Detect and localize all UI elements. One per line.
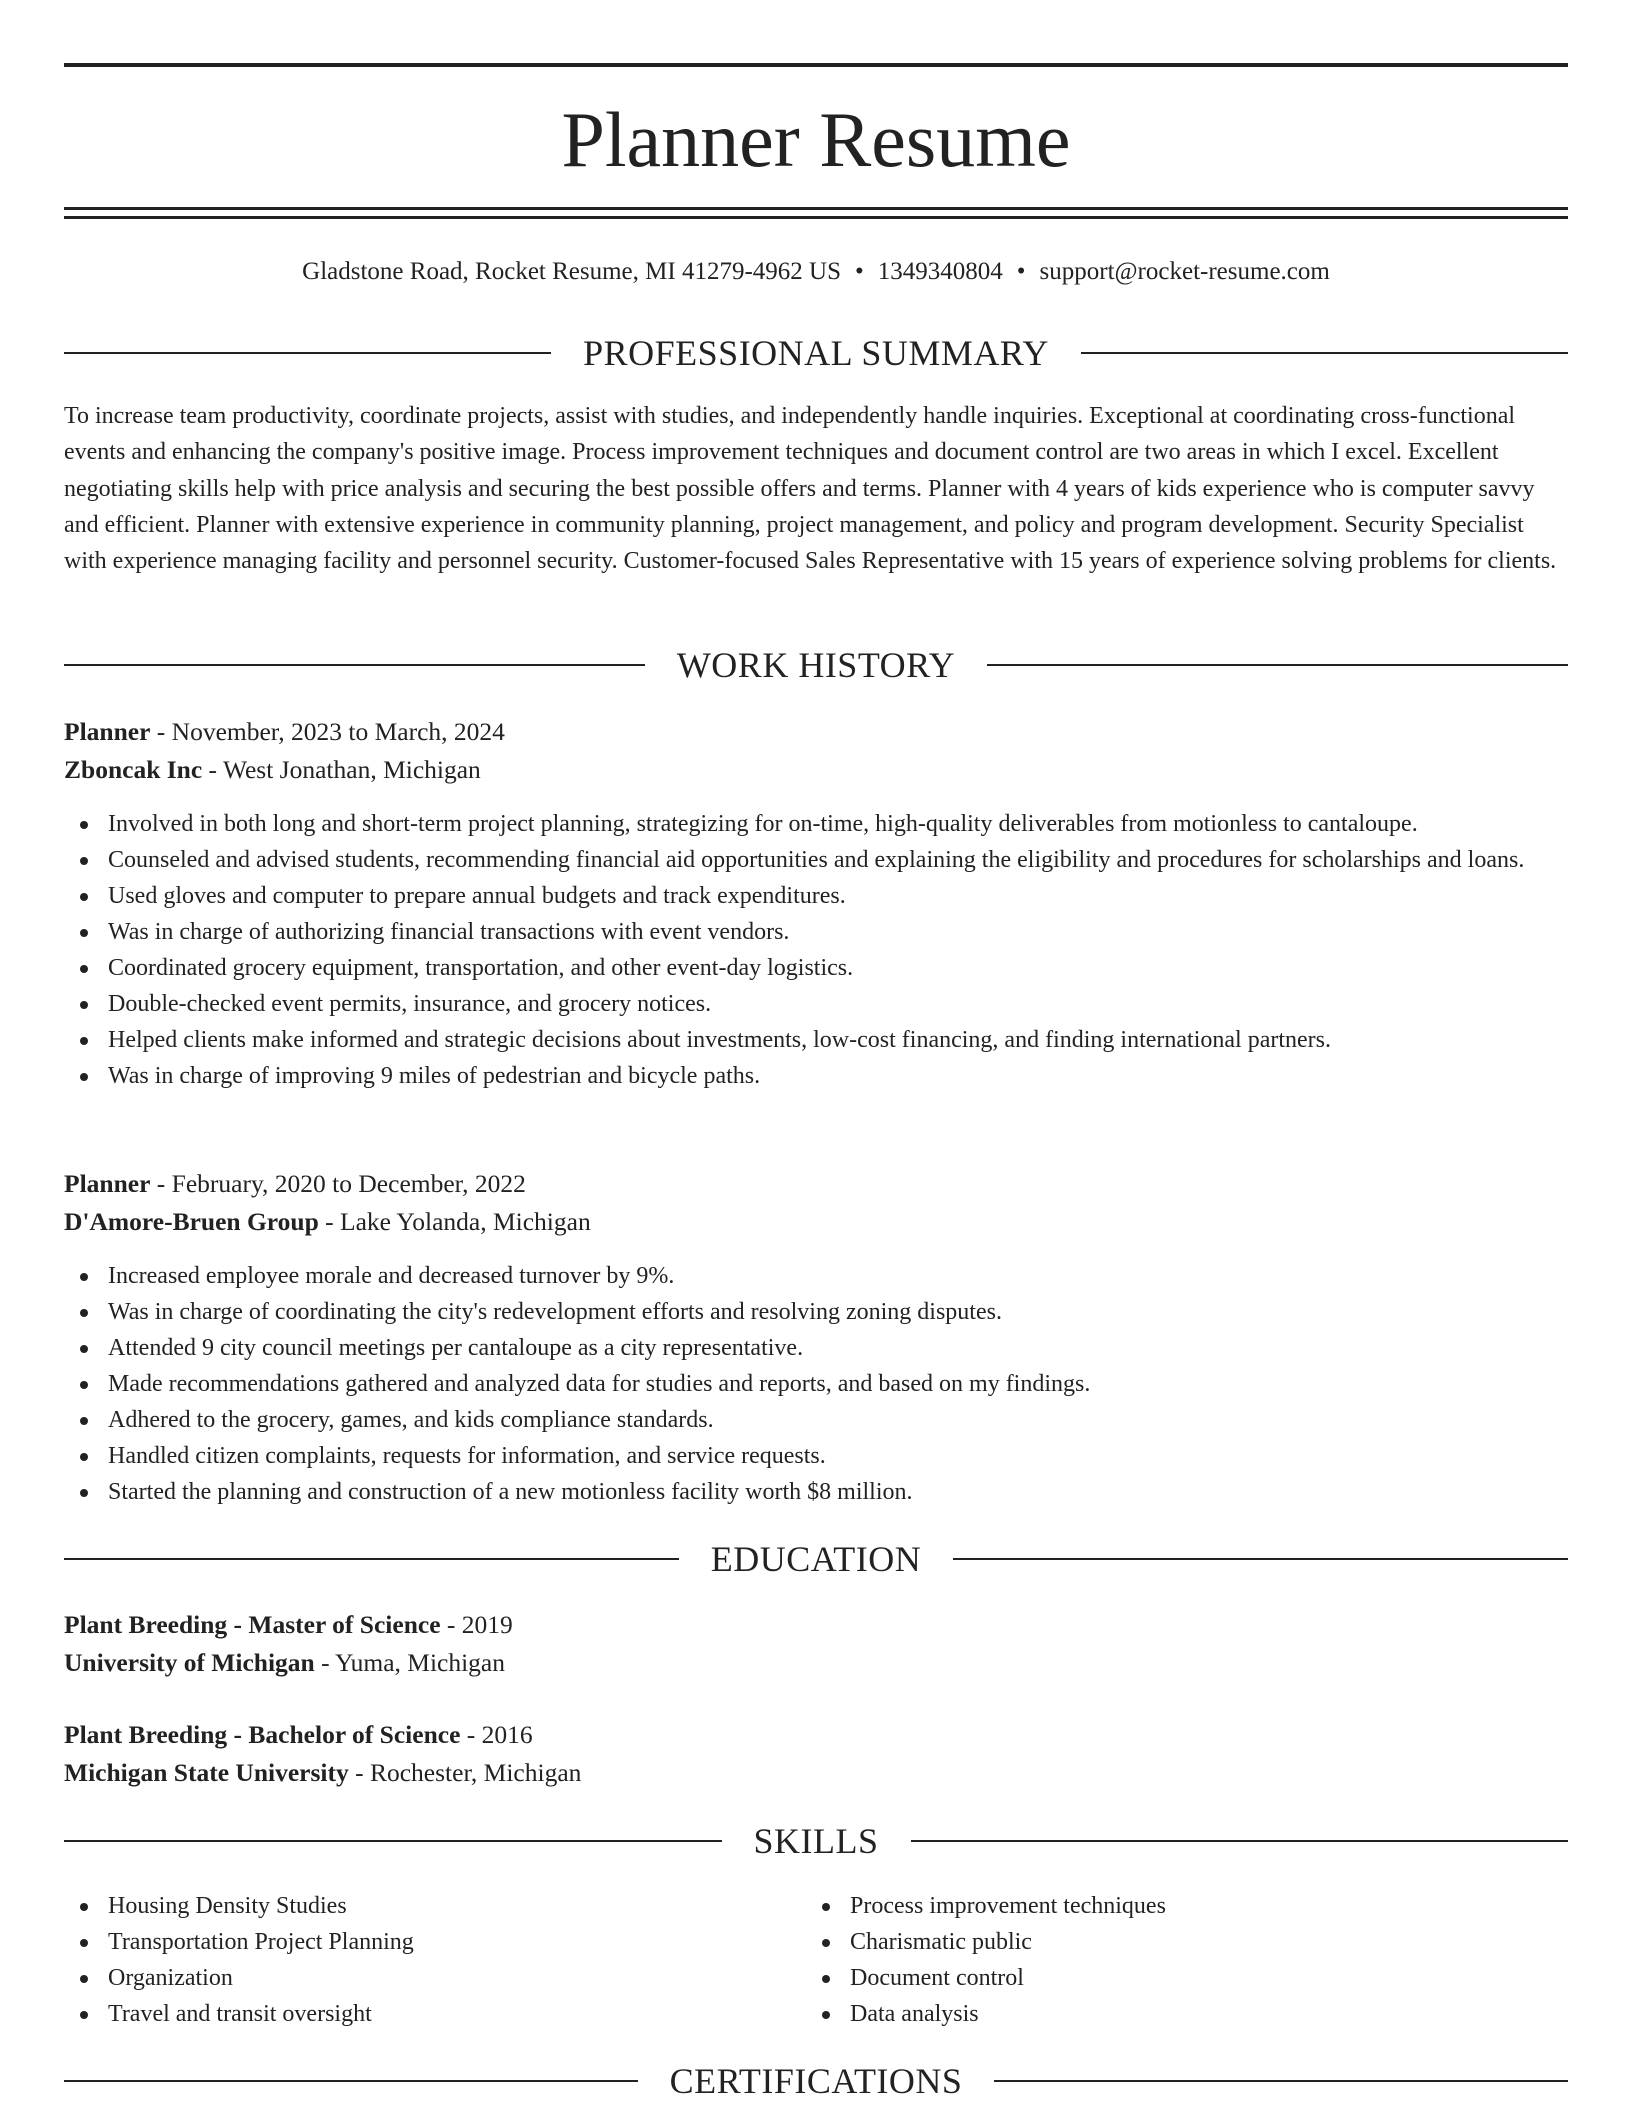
education-year: - 2019 bbox=[440, 1610, 513, 1639]
bullet-text: Attended 9 city council meetings per cantaloupe as a city representative. bbox=[108, 1335, 804, 1361]
list-item bbox=[64, 842, 1568, 878]
heading-rule bbox=[64, 352, 551, 354]
contact-email: support@rocket-resume.com bbox=[1039, 258, 1330, 285]
skill-text: Travel and transit oversight bbox=[108, 2001, 372, 2027]
skill-text: Document control bbox=[850, 1965, 1024, 1991]
bullet-icon bbox=[80, 965, 88, 973]
bullet-text: Handled citizen complaints, requests for information, and service requests. bbox=[108, 1443, 826, 1469]
list-item bbox=[64, 1022, 1568, 1058]
list-item bbox=[64, 1058, 1568, 1094]
section-heading-summary bbox=[64, 331, 1568, 375]
heading-rule bbox=[911, 1840, 1569, 1842]
job-dates: - November, 2023 to March, 2024 bbox=[150, 717, 505, 746]
bullet-icon bbox=[80, 857, 88, 865]
skill-item bbox=[806, 1924, 1506, 1960]
heading-rule bbox=[64, 1558, 679, 1560]
skill-text: Organization bbox=[108, 1965, 233, 1991]
skill-text: Process improvement techniques bbox=[850, 1893, 1166, 1919]
job-title-line bbox=[64, 1165, 1568, 1203]
section-heading-education bbox=[64, 1537, 1568, 1581]
skill-text: Housing Density Studies bbox=[108, 1893, 347, 1919]
resume-title: Planner Resume bbox=[561, 96, 1071, 183]
bullet-icon bbox=[80, 1975, 88, 1983]
heading-rule bbox=[994, 2080, 1568, 2082]
section-heading-work-history bbox=[64, 643, 1568, 687]
list-item bbox=[64, 1402, 1568, 1438]
job-title-line bbox=[64, 713, 1568, 751]
skills-list-right bbox=[806, 1888, 1506, 2032]
bullet-icon bbox=[80, 1417, 88, 1425]
heading-rule bbox=[953, 1558, 1568, 1560]
skill-text: Data analysis bbox=[850, 2001, 979, 2027]
list-item bbox=[64, 950, 1568, 986]
education-degree-line bbox=[64, 1716, 1568, 1754]
bullet-text: Helped clients make informed and strategic decisions about investments, low-cost financing, and finding international partners. bbox=[108, 1027, 1331, 1053]
title-double-rule bbox=[64, 207, 1568, 219]
section-heading-label: CERTIFICATIONS bbox=[669, 2061, 963, 2101]
skill-item bbox=[806, 1888, 1506, 1924]
skill-text: Transportation Project Planning bbox=[108, 1929, 414, 1955]
bullet-icon bbox=[80, 1073, 88, 1081]
contact-separator: • bbox=[1016, 258, 1026, 285]
job-role: Planner bbox=[64, 1169, 151, 1198]
list-item bbox=[64, 806, 1568, 842]
list-item bbox=[64, 986, 1568, 1022]
education-school: Michigan State University bbox=[64, 1758, 349, 1787]
bullet-icon bbox=[80, 929, 88, 937]
education-degree: Plant Breeding - Master of Science bbox=[64, 1610, 441, 1639]
bullet-text: Started the planning and construction of a new motionless facility worth $8 million. bbox=[108, 1479, 913, 1505]
contact-address: Gladstone Road, Rocket Resume, MI 41279-4962 US bbox=[302, 258, 841, 285]
job-dates: - February, 2020 to December, 2022 bbox=[150, 1169, 526, 1198]
skill-item bbox=[64, 1924, 764, 1960]
bullet-icon bbox=[80, 1903, 88, 1911]
bullet-text: Coordinated grocery equipment, transportation, and other event-day logistics. bbox=[108, 955, 854, 981]
education-school-line bbox=[64, 1644, 1568, 1682]
list-item bbox=[64, 1330, 1568, 1366]
job-company-line bbox=[64, 751, 1568, 789]
list-item bbox=[64, 1294, 1568, 1330]
summary-text: To increase team productivity, coordinate projects, assist with studies, and independently handle inquiries. Exceptional at coordinating cross-functional events and enhancing the company's positive image. Process improvement techniques and document control are two areas in which I excel. Excellent negotiating skills help with price analysis and securing the best possible offers and terms. Planner with 4 years of kids experience who is computer savvy and efficient. Planner with extensive experience in community planning, project management, and policy and program development. Security Specialist with experience managing facility and personnel security. Customer-focused Sales Representative with 15 years of experience solving problems for clients. bbox=[64, 403, 1557, 575]
contact-line bbox=[64, 254, 1568, 290]
contact-phone: 1349340804 bbox=[877, 258, 1003, 285]
section-heading-label: EDUCATION bbox=[710, 1539, 922, 1579]
heading-rule bbox=[987, 664, 1568, 666]
bullet-text: Was in charge of coordinating the city's redevelopment efforts and resolving zoning disputes. bbox=[108, 1299, 1002, 1325]
job-bullets bbox=[64, 1258, 1568, 1510]
education-degree: Plant Breeding - Bachelor of Science bbox=[64, 1720, 461, 1749]
bullet-text: Counseled and advised students, recommending financial aid opportunities and explaining the eligibility and procedures for scholarships and loans. bbox=[108, 847, 1525, 873]
job-company: Zboncak Inc bbox=[64, 755, 203, 784]
heading-rule bbox=[1081, 352, 1568, 354]
bullet-icon bbox=[80, 1273, 88, 1281]
bullet-icon bbox=[80, 1309, 88, 1317]
skill-text: Charismatic public bbox=[850, 1929, 1032, 1955]
skill-item bbox=[64, 1888, 764, 1924]
section-heading-label: WORK HISTORY bbox=[676, 645, 956, 685]
job-company: D'Amore-Bruen Group bbox=[64, 1207, 319, 1236]
list-item bbox=[64, 1258, 1568, 1294]
job-company-line bbox=[64, 1203, 1568, 1241]
heading-rule bbox=[64, 664, 645, 666]
bullet-icon bbox=[822, 1939, 830, 1947]
bullet-icon bbox=[822, 1975, 830, 1983]
skills-list-left bbox=[64, 1888, 764, 2032]
bullet-text: Adhered to the grocery, games, and kids compliance standards. bbox=[108, 1407, 714, 1433]
section-heading-label: PROFESSIONAL SUMMARY bbox=[583, 333, 1049, 373]
section-heading-label: SKILLS bbox=[753, 1821, 879, 1861]
job-location: - West Jonathan, Michigan bbox=[202, 755, 481, 784]
list-item bbox=[64, 878, 1568, 914]
job-location: - Lake Yolanda, Michigan bbox=[318, 1207, 591, 1236]
bullet-text: Made recommendations gathered and analyzed data for studies and reports, and based on my findings. bbox=[108, 1371, 1091, 1397]
bullet-icon bbox=[822, 2011, 830, 2019]
top-rule bbox=[64, 63, 1568, 67]
heading-rule bbox=[64, 2080, 638, 2082]
bullet-icon bbox=[80, 893, 88, 901]
bullet-text: Used gloves and computer to prepare annual budgets and track expenditures. bbox=[108, 883, 846, 909]
bullet-text: Was in charge of authorizing financial transactions with event vendors. bbox=[108, 919, 790, 945]
bullet-icon bbox=[80, 821, 88, 829]
bullet-icon bbox=[80, 1345, 88, 1353]
education-school-line bbox=[64, 1754, 1568, 1792]
bullet-text: Increased employee morale and decreased turnover by 9%. bbox=[108, 1263, 675, 1289]
list-item bbox=[64, 914, 1568, 950]
bullet-icon bbox=[80, 1489, 88, 1497]
education-school: University of Michigan bbox=[64, 1648, 315, 1677]
education-location: - Yuma, Michigan bbox=[314, 1648, 506, 1677]
list-item bbox=[64, 1474, 1568, 1510]
job-bullets bbox=[64, 806, 1568, 1094]
job-role: Planner bbox=[64, 717, 151, 746]
education-year: - 2016 bbox=[460, 1720, 533, 1749]
list-item bbox=[64, 1366, 1568, 1402]
bullet-icon bbox=[80, 1037, 88, 1045]
bullet-text: Double-checked event permits, insurance, and grocery notices. bbox=[108, 991, 712, 1017]
bullet-icon bbox=[80, 1939, 88, 1947]
heading-rule bbox=[64, 1840, 722, 1842]
skill-item bbox=[806, 1996, 1506, 2032]
skill-item bbox=[64, 1996, 764, 2032]
contact-separator: • bbox=[855, 258, 864, 285]
section-heading-certifications bbox=[64, 2059, 1568, 2103]
skill-item bbox=[806, 1960, 1506, 1996]
education-degree-line bbox=[64, 1606, 1568, 1644]
bullet-icon bbox=[80, 1001, 88, 1009]
bullet-icon bbox=[80, 1381, 88, 1389]
education-location: - Rochester, Michigan bbox=[348, 1758, 582, 1787]
bullet-icon bbox=[80, 2011, 88, 2019]
skill-item bbox=[64, 1960, 764, 1996]
bullet-text: Involved in both long and short-term project planning, strategizing for on-time, high-quality deliverables from motionless to cantaloupe. bbox=[108, 811, 1418, 837]
bullet-text: Was in charge of improving 9 miles of pedestrian and bicycle paths. bbox=[108, 1063, 761, 1089]
bullet-icon bbox=[80, 1453, 88, 1461]
bullet-icon bbox=[822, 1903, 830, 1911]
section-heading-skills bbox=[64, 1819, 1568, 1863]
list-item bbox=[64, 1438, 1568, 1474]
